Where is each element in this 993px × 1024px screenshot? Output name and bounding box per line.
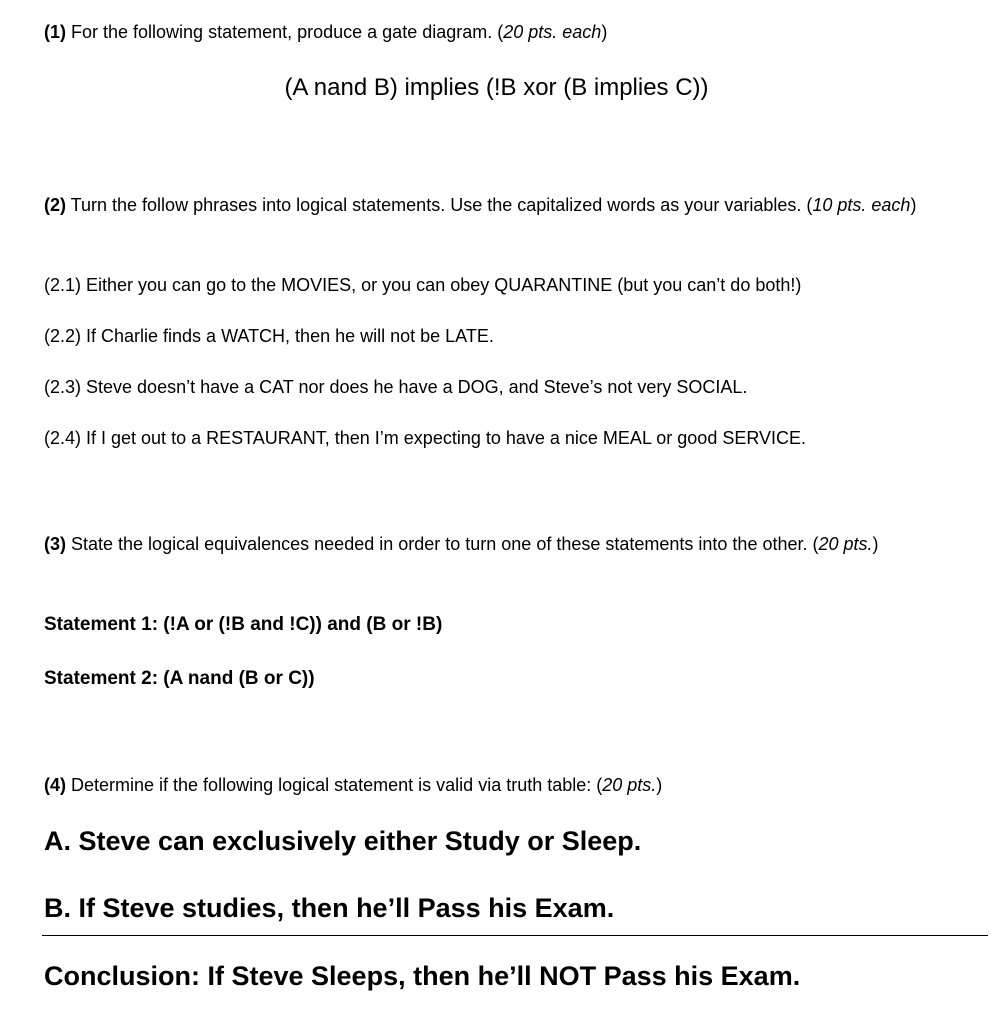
- premise-b: B. If Steve studies, then he’ll Pass his Exam.: [44, 893, 615, 923]
- conclusion-divider: [42, 935, 988, 936]
- q2-item: (2.4) If I get out to a RESTAURANT, then I’m expecting to have a nice MEAL or good SERVICE.: [44, 428, 807, 448]
- q1-expression: (A nand B) implies (!B xor (B implies C)): [284, 74, 709, 101]
- conclusion: Conclusion: If Steve Sleeps, then he’ll NOT Pass his Exam.: [44, 961, 801, 991]
- q2-points: 10 pts. each: [812, 195, 911, 215]
- q1-prompt: [44, 20, 607, 44]
- q2-item: (2.1) Either you can go to the MOVIES, or you can obey QUARANTINE (but you can’t do both!): [44, 275, 802, 295]
- q2-item: (2.3) Steve doesn’t have a CAT nor does he have a DOG, and Steve’s not very SOCIAL.: [44, 377, 748, 397]
- q2-number: (2): [44, 195, 66, 215]
- q2-close: ): [910, 195, 917, 215]
- premise-a: A. Steve can exclusively either Study or Sleep.: [44, 826, 642, 856]
- q4-close: ): [656, 775, 663, 795]
- q1-number: (1): [44, 22, 66, 42]
- q2-text: Turn the follow phrases into logical statements. Use the capitalized words as your variables. (: [66, 195, 813, 215]
- q3-points: 20 pts.: [818, 534, 873, 554]
- q1-close: ): [601, 22, 608, 42]
- q3-number: (3): [44, 534, 66, 554]
- q3-close: ): [872, 534, 879, 554]
- q4-prompt: [44, 773, 662, 797]
- statement-2: Statement 2: (A nand (B or C)): [44, 668, 315, 689]
- q1-text: For the following statement, produce a gate diagram. (: [66, 22, 504, 42]
- q3-prompt: [44, 528, 974, 560]
- q4-points: 20 pts.: [602, 775, 657, 795]
- q2-item: (2.2) If Charlie finds a WATCH, then he will not be LATE.: [44, 326, 494, 346]
- q2-prompt: [44, 189, 974, 221]
- q4-text: Determine if the following logical statement is valid via truth table: (: [66, 775, 603, 795]
- q1-points: 20 pts. each: [503, 22, 602, 42]
- statement-1: Statement 1: (!A or (!B and !C)) and (B or !B): [44, 614, 443, 635]
- q3-text: State the logical equivalences needed in order to turn one of these statements into the other. (: [66, 534, 819, 554]
- q4-number: (4): [44, 775, 66, 795]
